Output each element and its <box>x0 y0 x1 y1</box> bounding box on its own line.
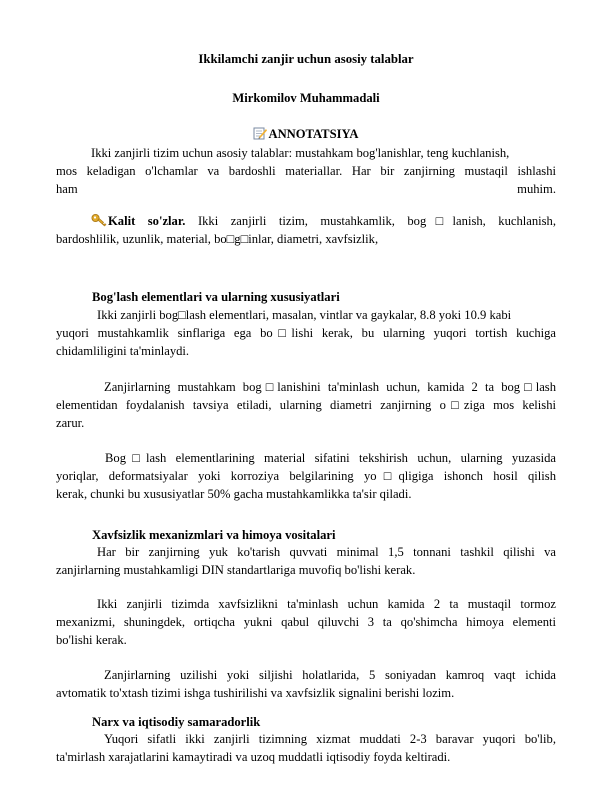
paragraph-line: Ikki zanjirli tizimda xavfsizlikni ta'minlash uchun kamida 2 ta mustaqil tormoz <box>97 597 556 611</box>
paragraph-line: yuqori mustahkamlik sinflariga ega bo□lishi kerak, bu ularning yuqori tortish kuchiga <box>56 326 556 340</box>
annotation-heading-text: ANNOTATSIYA <box>268 127 359 141</box>
paragraph-line: ta'mirlash xarajatlarini kamaytiradi va uzoq muddatli iqtisodiy foyda keltiradi. <box>56 750 451 764</box>
paragraph-line: avtomatik to'xtash tizimi ishga tushirilishi va xavfsizlik signalini berishi lozim. <box>56 686 455 700</box>
annotation-line-2: mos keladigan o'lchamlar va bardoshli materiallar. Har bir zanjirning mustaqil ishlashi <box>56 164 556 178</box>
paragraph-line: Yuqori sifatli ikki zanjirli tizimning xizmat muddati 2-3 baravar yuqori bo'lib, <box>104 732 556 746</box>
paragraph-line: Bog□lash elementlarining material sifatini tekshirish uchun, ularning yuzasida <box>105 451 556 465</box>
keywords-line-1 <box>91 213 556 232</box>
keywords-label: Kalit so'zlar. <box>108 214 186 228</box>
author-name: Mirkomilov Muhammadali <box>232 91 380 105</box>
key-icon <box>91 213 107 232</box>
annotation-line-4: muhim. <box>517 182 556 196</box>
keywords-text-1: Ikki zanjirli tizim, mustahkamlik, bog□lanish, kuchlanish, <box>197 214 556 228</box>
paragraph-line: chidamliligini ta'minlaydi. <box>56 344 190 358</box>
paragraph-line: Zanjirlarning mustahkam bog□lanishini ta'minlash uchun, kamida 2 ta bog□lash <box>104 380 556 394</box>
paragraph-line: Ikki zanjirli bog□lash elementlari, masalan, vintlar va gaykalar, 8.8 yoki 10.9 kabi <box>97 308 512 322</box>
paragraph-line: bo'lishi kerak. <box>56 633 127 647</box>
memo-pencil-icon <box>253 126 267 145</box>
paragraph-line: elementidan foydalanish tavsiya etiladi, ularning diametri zanjirning o□ziga mos kelishi <box>56 398 556 412</box>
paragraph-line: zarur. <box>56 416 85 430</box>
paragraph-line: zanjirlarning mustahkamligi DIN standartlariga muvofiq bo'lishi kerak. <box>56 563 416 577</box>
keywords-line-2: bardoshlilik, uzunlik, material, bo□g□inlar, diametri, xavfsizlik, <box>56 232 379 246</box>
document-title: Ikkilamchi zanjir uchun asosiy talablar <box>198 52 414 66</box>
paragraph-line: yoriqlar, deformatsiyalar yoki korroziya belgilarining yo□qligiga ishonch hosil qilish <box>56 469 556 483</box>
section-heading-economics: Narx va iqtisodiy samaradorlik <box>92 715 261 729</box>
annotation-heading <box>56 126 556 145</box>
paragraph-line: mexanizmi, shuningdek, ortiqcha yukni qabul qiluvchi 3 ta qo'shimcha himoya elementi <box>56 615 556 629</box>
paragraph-line: kerak, chunki bu xususiyatlar 50% gacha mustahkamlikka ta'sir qiladi. <box>56 487 412 501</box>
paragraph-line: Har bir zanjirning yuk ko'tarish quvvati minimal 1,5 tonnani tashkil qilishi va <box>97 545 556 559</box>
section-heading-bonding: Bog'lash elementlari va ularning xususiyatlari <box>92 290 340 304</box>
annotation-line-3: ham <box>56 182 78 196</box>
paragraph-line: Zanjirlarning uzilishi yoki siljishi holatlarida, 5 soniyadan kamroq vaqt ichida <box>104 668 556 682</box>
section-heading-safety: Xavfsizlik mexanizmlari va himoya vositalari <box>92 528 336 542</box>
annotation-line-1: Ikki zanjirli tizim uchun asosiy talablar: mustahkam bog'lanishlar, teng kuchlanish, <box>91 146 510 160</box>
